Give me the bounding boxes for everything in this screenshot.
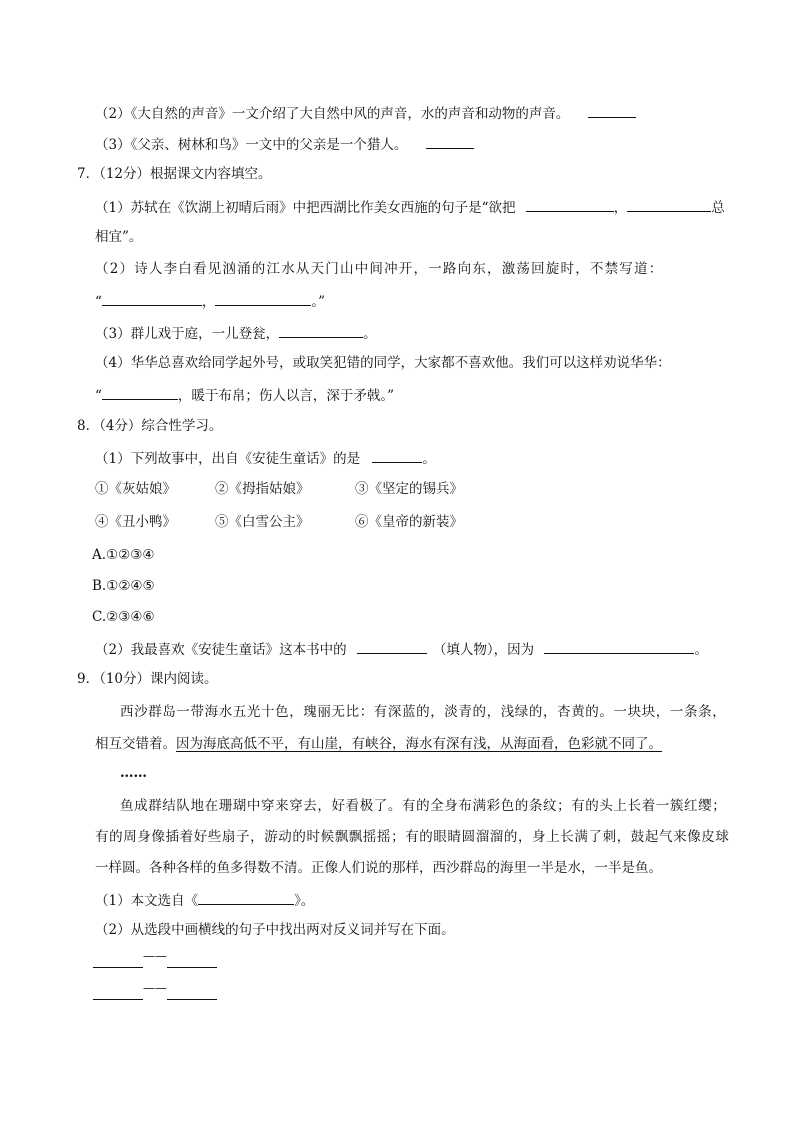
q7-item-1-cont: 相宜”。	[95, 229, 143, 245]
antonym-pair-1	[93, 949, 217, 973]
answer-blank[interactable]	[526, 197, 614, 212]
question-7-heading: 7．（12分）根据课文内容填空。	[77, 166, 272, 182]
question-8-heading: 8．（4分）综合性学习。	[77, 418, 223, 434]
q7-item-1	[95, 197, 725, 217]
answer-blank[interactable]	[198, 890, 294, 905]
q7-4-tail: ，暖于布帛；伤人以言，深于矛戟。”	[177, 388, 395, 404]
story-option-4: ④《丑小鸭》	[95, 514, 176, 530]
ellipsis: ……	[120, 765, 147, 781]
answer-blank[interactable]	[167, 953, 217, 968]
q7-1-text: （1）苏轼在《饮湖上初晴后雨》中把西湖比作美女西施的句子是“欲把	[95, 200, 516, 216]
q9-1-text: （1）本文选自《	[95, 893, 199, 909]
judge-text: （3）《父亲、树林和鸟》一文中的父亲是一个猎人。	[95, 137, 408, 153]
dash: ——	[143, 949, 167, 963]
passage-line-5: 一样圆。各种各样的鱼多得数不清。正像人们说的那样，西沙群岛的海里一半是水，一半是鱼。	[95, 860, 662, 876]
q7-item-2-blanks	[95, 291, 325, 311]
judge-item-2	[95, 103, 636, 123]
story-option-5: ⑤《白雪公主》	[215, 514, 310, 530]
q7-item-4: （4）华华总喜欢给同学起外号，或取笑犯错的同学，大家都不喜欢他。我们可以这样劝说华华：	[95, 355, 671, 371]
answer-blank[interactable]	[372, 448, 422, 463]
story-option-3: ③《坚定的锡兵》	[355, 481, 463, 497]
passage-text: 相互交错着。	[95, 736, 176, 752]
q8-2-mid: （填人物），因为	[432, 642, 535, 658]
story-option-2: ②《拇指姑娘》	[215, 481, 310, 497]
judge-text: （2）《大自然的声音》一文介绍了大自然中风的声音，水的声音和动物的声音。	[95, 106, 570, 122]
choice-b[interactable]: B.①②④⑤	[92, 578, 155, 594]
choice-c[interactable]: C.②③④⑥	[92, 609, 155, 625]
q9-item-1	[95, 890, 314, 910]
answer-blank[interactable]	[93, 985, 143, 1000]
answer-blank[interactable]	[357, 639, 427, 654]
answer-blank[interactable]	[426, 134, 474, 149]
answer-blank[interactable]	[279, 323, 363, 338]
comma: ，	[613, 200, 628, 216]
q9-item-2: （2）从选段中画横线的句子中找出两对反义词并写在下面。	[95, 922, 455, 938]
period: 。	[363, 326, 377, 342]
dash: ——	[143, 981, 167, 995]
story-option-1: ①《灰姑娘》	[95, 481, 176, 497]
choice-a[interactable]: A.①②③④	[92, 547, 155, 563]
judge-item-3	[95, 134, 474, 154]
answer-blank[interactable]	[102, 291, 202, 306]
q8-item-1	[95, 448, 436, 468]
answer-blank[interactable]	[167, 985, 217, 1000]
answer-blank[interactable]	[102, 385, 178, 400]
q7-item-4-cont	[95, 385, 394, 405]
answer-blank[interactable]	[544, 639, 694, 654]
q8-item-2	[95, 639, 708, 659]
open-quote: “	[95, 388, 102, 404]
q7-3-text: （3）群儿戏于庭，一儿登瓮，	[95, 326, 280, 342]
passage-line-4: 有的周身像插着好些扇子，游动的时候飘飘摇摇；有的眼睛圆溜溜的，身上长满了刺，鼓起气来像皮球	[95, 829, 730, 845]
q8-1-text: （1）下列故事中，出自《安徒生童话》的是	[95, 451, 361, 467]
question-9-heading: 9．（10分）课内阅读。	[77, 671, 218, 687]
q7-1-tail: 总	[711, 200, 725, 216]
period: 。	[422, 451, 436, 467]
passage-line-1: 西沙群岛一带海水五光十色，瑰丽无比：有深蓝的，淡青的，浅绿的，杏黄的。一块块，一条条，	[120, 704, 727, 720]
answer-blank[interactable]	[588, 103, 636, 118]
close-quote: 。”	[311, 294, 326, 310]
antonym-pair-2	[93, 981, 217, 1005]
underlined-sentence: 因为海底高低不平，有山崖，有峡谷，海水有深有浅，从海面看，色彩就不同了。	[176, 736, 662, 752]
story-option-6: ⑥《皇帝的新装》	[355, 514, 463, 530]
answer-blank[interactable]	[215, 291, 311, 306]
answer-blank[interactable]	[93, 953, 143, 968]
q7-item-3	[95, 323, 377, 343]
q7-item-2: （2）诗人李白看见汹涌的江水从天门山中间冲开，一路向东，激荡回旋时，不禁写道：	[95, 261, 664, 277]
passage-line-2	[95, 735, 662, 753]
q9-1-tail: 》。	[294, 893, 315, 909]
q8-2-text: （2）我最喜欢《安徒生童话》这本书中的	[95, 642, 347, 658]
passage-line-3: 鱼成群结队地在珊瑚中穿来穿去，好看极了。有的全身布满彩色的条纹；有的头上长着一簇红缨；	[120, 798, 727, 814]
open-quote: “	[95, 294, 102, 310]
answer-blank[interactable]	[627, 197, 711, 212]
period: 。	[694, 642, 708, 658]
comma: ，	[201, 294, 216, 310]
